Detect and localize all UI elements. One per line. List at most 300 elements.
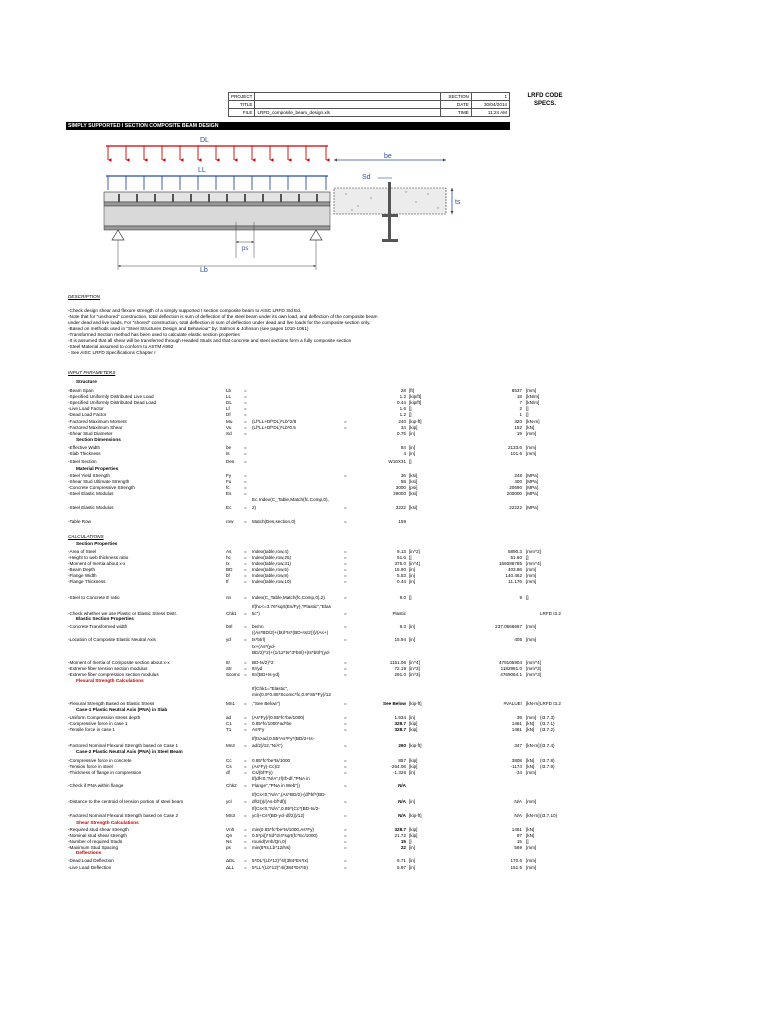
row-description: -Slab Thickness: [68, 451, 101, 456]
row-equals: =: [244, 672, 247, 677]
row-equals: =: [244, 412, 247, 417]
row-value: 328.7: [394, 721, 406, 726]
row-value-si: 1461: [511, 727, 522, 732]
row-equals: =: [244, 715, 247, 720]
row-equals-2: =: [344, 419, 347, 424]
row-symbol: Lf: [226, 406, 230, 411]
row-unit-si: []: [526, 406, 529, 411]
row-value: 857: [398, 758, 406, 763]
row-value-si: 18: [516, 394, 522, 399]
row-description: -Location of Composite Elastic Neutral Axis: [68, 637, 156, 642]
row-value: 21.72: [394, 833, 406, 838]
date-value: 30/04/2014: [471, 101, 509, 109]
row-formula: round(Vnh/Qn,0): [252, 839, 287, 844]
row-formula: Itr/(BD+ts-yd): [252, 672, 280, 677]
row-equals-2: =: [344, 715, 347, 720]
row-unit-si: [kN]: [526, 827, 535, 832]
row-unit-si: [kN/m]: [526, 400, 540, 405]
row-formula: ycl)+Cs*(BD-ycl-df/2))/12): [252, 813, 305, 818]
row-symbol: Vu: [226, 425, 232, 430]
row-formula: ad/2)/12,"N/A"): [252, 743, 283, 748]
row-value-si: 7: [519, 400, 522, 405]
calc-row: [66, 782, 546, 789]
row-value: 159: [398, 519, 406, 524]
row-description: -Flexural Strength Based on Elastic Stress: [68, 701, 155, 706]
row-unit: []: [409, 406, 412, 411]
row-equals-2: =: [344, 425, 347, 430]
row-unit: []: [409, 839, 412, 844]
row-value-si: 156086785: [499, 561, 522, 566]
row-unit: [in^4]: [409, 561, 420, 566]
row-unit-si: [mm]: [526, 858, 537, 863]
row-symbol: BD: [226, 567, 233, 572]
stud-section: [388, 182, 391, 214]
row-unit-si: [kN]: [526, 764, 535, 769]
row-equals-2: =: [344, 505, 347, 510]
header-table: [228, 92, 510, 117]
row-equals: =: [244, 611, 247, 616]
row-unit: [in]: [409, 799, 416, 804]
row-symbol: C1: [226, 721, 232, 726]
row-description: -Extreme fiber compression section modulus: [68, 672, 159, 677]
row-equals: =: [244, 833, 247, 838]
row-value-si: 8537: [511, 388, 522, 393]
row-unit-si: [kN/m]: [526, 394, 540, 399]
row-description: -Beam Span: [68, 388, 94, 393]
sheet-title: SIMPLY SUPPORTED I SECTION COMPOSITE BEAM DESIGN: [66, 122, 510, 130]
row-symbol: Str: [226, 666, 232, 671]
row-symbol: Es: [226, 491, 232, 496]
row-formula: Index(table,row,5): [252, 567, 289, 572]
row-value-si: N/A: [514, 813, 522, 818]
description-line: -Based on methods used in "Steel Structures Design and Behaviour" by: Salmon & Johnson (see pages 1010-1061): [68, 326, 309, 331]
row-unit-si: [mm^2]: [526, 549, 541, 554]
row-value: 328.7: [394, 827, 406, 832]
row-symbol: Chk2: [226, 783, 237, 788]
row-value-si: 479105904: [499, 660, 522, 665]
calc-row: [66, 844, 546, 851]
row-equals-2: =: [344, 666, 347, 671]
row-unit: [ft]: [409, 388, 415, 393]
row-equals-2: =: [344, 770, 347, 775]
row-description: -Steel Elastic Modulus: [68, 491, 114, 496]
row-value-si: 11.176: [508, 579, 522, 584]
row-value-si: 569: [514, 845, 522, 850]
calc-row: [66, 430, 546, 437]
row-equals: =: [244, 505, 247, 510]
row-formula: tic"): [252, 611, 260, 616]
row-symbol: fc: [226, 485, 230, 490]
top-flange-section: [382, 214, 398, 217]
row-unit-si: [mm]: [526, 445, 537, 450]
row-value: -264.06: [390, 764, 406, 769]
row-reference: LRFD I3.2: [540, 611, 561, 616]
row-symbol: df: [226, 770, 230, 775]
row-equals: =: [244, 561, 247, 566]
row-unit: [ksi]: [409, 491, 418, 496]
row-unit: [in^3]: [409, 672, 420, 677]
row-unit-si: [mm]: [526, 845, 537, 850]
row-unit-si: [mm]: [526, 579, 537, 584]
section-label: SECTION: [441, 93, 472, 101]
row-value-si: 15: [516, 839, 522, 844]
row-equals-2: =: [344, 827, 347, 832]
row-symbol: Mu: [226, 419, 233, 424]
formula-continuation: If(ts>ad,0.85*As*Fy*(BD/2+ts-: [252, 736, 315, 741]
row-equals-2: =: [344, 743, 347, 748]
row-unit: []: [409, 459, 412, 464]
row-formula: min(0.85*fc*be*ts/1000,As*Fy): [252, 827, 315, 832]
row-unit-si: [mm]: [526, 388, 537, 393]
row-value: 58: [400, 479, 406, 484]
row-symbol: Fy: [226, 473, 232, 478]
row-equals-2: =: [344, 555, 347, 560]
row-equals: =: [244, 666, 247, 671]
file-label: FILE: [229, 109, 255, 117]
row-value-si: 1182981.0: [500, 666, 522, 671]
row-symbol: ΔDL: [226, 858, 235, 863]
row-value-si: N/A: [514, 799, 522, 804]
row-equals-2: =: [344, 573, 347, 578]
row-unit: [in^2]: [409, 549, 420, 554]
row-equals: =: [244, 485, 247, 490]
row-unit-si: [kN-m]: [526, 419, 540, 424]
row-description: -Distance to the centroid of tension portion of steel beam: [68, 799, 184, 804]
row-unit: [in]: [409, 567, 416, 572]
row-equals: =: [244, 445, 247, 450]
code-specs-label: LRFD CODE SPECS.: [527, 93, 563, 107]
row-equals: =: [244, 595, 247, 600]
row-value: 3000: [395, 485, 406, 490]
row-value: N/A: [398, 813, 406, 818]
row-value-si: 1: [519, 412, 522, 417]
row-unit-si: [mm^3]: [526, 666, 541, 671]
row-symbol: Des: [226, 459, 235, 464]
row-equals: =: [244, 624, 247, 629]
row-unit: [in]: [409, 451, 416, 456]
calc-row: [66, 623, 546, 630]
row-description: -Compressive force in case 1: [68, 721, 128, 726]
row-unit: [kip]: [409, 764, 418, 769]
row-unit: [in]: [409, 770, 416, 775]
row-equals: =: [244, 858, 247, 863]
row-equals-2: =: [344, 519, 347, 524]
formula-continuation: If(df<0,"N/A",If(tf>df,"PNA in: [252, 776, 310, 781]
section-heading: Elastic Section Properties: [76, 616, 134, 621]
row-description: -Height to web thickness ratio: [68, 555, 129, 560]
row-value-si: 101.6: [510, 451, 522, 456]
row-value: 0.75: [397, 431, 406, 436]
row-equals-2: =: [344, 727, 347, 732]
row-symbol: Itr: [226, 660, 231, 665]
row-equals-2: =: [344, 672, 347, 677]
row-description: -Tension force in steel: [68, 764, 113, 769]
row-description: -Maximum Stud Spacing: [68, 845, 119, 850]
row-symbol: Vnh: [226, 827, 235, 832]
ts-label: ts: [455, 199, 461, 206]
row-description: -Nominal stud shear strength: [68, 833, 127, 838]
row-value: -1.326: [392, 770, 406, 775]
row-equals-2: =: [344, 637, 347, 642]
row-unit-si: [mm]: [526, 715, 537, 720]
row-unit: [kip/ft]: [409, 394, 422, 399]
header-block: [66, 92, 510, 118]
row-value: 22: [400, 845, 406, 850]
row-symbol: Qn: [226, 833, 233, 838]
row-equals-2: =: [344, 561, 347, 566]
calc-row: [66, 726, 555, 733]
calc-row: [66, 490, 546, 497]
right-support: [310, 230, 322, 240]
time-label: TIME: [441, 109, 472, 117]
row-equals: =: [244, 758, 247, 763]
row-formula: 5*LL*(Lb*12)^4/(384*Es*Itr): [252, 865, 309, 870]
row-description: -Check if PNA within flange: [68, 783, 124, 788]
row-value: 34: [400, 425, 406, 430]
row-formula: Index(table,row,25): [252, 555, 292, 560]
row-symbol: be: [226, 445, 232, 450]
row-value: 1.2: [399, 412, 406, 417]
bottom-flange: [104, 226, 330, 230]
calc-row: [66, 671, 546, 678]
calc-row: [66, 594, 546, 601]
row-unit-si: [mm^4]: [526, 660, 541, 665]
row-unit-si: [mm]: [526, 573, 537, 578]
row-unit-si: [mm^3]: [526, 672, 541, 677]
row-unit: [ksi]: [409, 473, 418, 478]
row-unit-si: []: [526, 595, 529, 600]
row-equals: =: [244, 660, 247, 665]
calc-row: [66, 700, 561, 707]
row-value-si: 170.6: [510, 858, 522, 863]
calc-row: [66, 504, 546, 511]
row-unit: [in]: [409, 579, 416, 584]
row-unit: [in^4]: [409, 660, 420, 665]
row-value: N/A: [398, 783, 406, 788]
row-equals-2: =: [344, 624, 347, 629]
row-value-si: 1461: [511, 721, 522, 726]
row-equals-2: =: [344, 595, 347, 600]
row-unit: [ksi]: [409, 505, 418, 510]
row-value: W16X31: [388, 459, 406, 464]
ll-label: LL: [198, 167, 206, 174]
row-value-si: 4769064.1: [500, 672, 522, 677]
row-formula: Itr/yd: [252, 666, 263, 671]
title-label: TITLE: [229, 101, 255, 109]
row-value-si: 405: [514, 637, 522, 642]
row-description: -Uniform Compression stress depth: [68, 715, 141, 720]
description-line: -Steel Material assumed to conform to ASTM A992: [68, 344, 174, 349]
row-symbol: nn: [226, 595, 232, 600]
row-value: 240: [398, 419, 406, 424]
row-description: -Specified Uniformly Distributed Dead Load: [68, 400, 157, 405]
row-equals: =: [244, 491, 247, 496]
row-reference: LRFD I3.2: [540, 701, 561, 706]
row-equals-2: =: [344, 660, 347, 665]
row-description: -Shear Stud Ultimate Strength: [68, 479, 130, 484]
row-symbol: T1: [226, 727, 232, 732]
row-formula: (As*Fy)/(0.85*fc*be/1000): [252, 715, 305, 720]
file-value: LRFD_composite_beam_design.xls: [255, 109, 441, 117]
section-heading: Shear Strength Calculations: [76, 820, 139, 825]
row-symbol: tf: [226, 579, 229, 584]
row-formula: (Lf*LL+Df*DL)*Lb^2/8: [252, 419, 297, 424]
row-reference: (I3.7.3): [540, 715, 555, 720]
row-formula: As*Fy: [252, 727, 265, 732]
row-unit: [in]: [409, 431, 416, 436]
row-formula: Cs/(bf*Fy): [252, 770, 273, 775]
row-value: 1.534: [394, 715, 406, 720]
row-description: -Moment of Inertia of Composite section about x-x: [68, 660, 170, 665]
row-equals: =: [244, 573, 247, 578]
ll-load-arrows: [108, 176, 326, 190]
row-unit-si: [mm]: [526, 799, 537, 804]
row-equals: =: [244, 839, 247, 844]
ps-label: ps: [242, 246, 249, 252]
row-equals: =: [244, 549, 247, 554]
calc-row: [66, 610, 561, 617]
row-unit: [in^3]: [409, 666, 420, 671]
row-equals: =: [244, 637, 247, 642]
row-description: -Dead Load Deflection: [68, 858, 114, 863]
row-equals: =: [244, 845, 247, 850]
description-line: -It is assumed that all shear will be transferred through Headed Studs and that concrete and steel sections form a fully composite section: [68, 338, 352, 343]
formula-continuation: If(Chk1="Elastic",: [252, 686, 289, 691]
row-value: 3222: [395, 505, 406, 510]
row-equals-2: =: [344, 549, 347, 554]
formula-continuation: min(0.9*0.85*Scomc*fc,0.9*Str*Fy)/12: [252, 692, 331, 697]
row-unit: [kip-ft]: [409, 701, 422, 706]
description-line: -Check design shear and flexure strength of a simply supported I section composite beam to AISC LRFD 3rd Ed.: [68, 308, 302, 313]
row-value: 9.0: [399, 595, 406, 600]
row-description: -Factored Maximum Moment: [68, 419, 127, 424]
row-value-si: 3808: [511, 758, 522, 763]
row-equals: =: [244, 473, 247, 478]
row-formula: Index(table,row,31): [252, 561, 292, 566]
dl-load-arrows: [108, 146, 326, 160]
row-value-si: 19: [516, 431, 522, 436]
formula-continuation: If(Cs<0,"N/A",0.85*(Cc*(BD-ts/2-: [252, 806, 320, 811]
row-unit: [in]: [409, 858, 416, 863]
row-description: -Specified Uniformly Distributed Live Load: [68, 394, 154, 399]
row-equals: =: [244, 451, 247, 456]
row-equals: =: [244, 764, 247, 769]
row-symbol: ycl: [226, 799, 232, 804]
row-formula: (As*Fy)-Cc)/2: [252, 764, 280, 769]
row-unit: [kip-ft]: [409, 743, 422, 748]
row-equals-2: =: [344, 839, 347, 844]
row-value-si: 151.5: [510, 865, 522, 870]
row-unit: [kip]: [409, 833, 418, 838]
row-unit: []: [409, 555, 412, 560]
row-unit-si: [MPa]: [526, 485, 538, 490]
row-description: -Effective Width: [68, 445, 101, 450]
row-reference: (I3.7.10): [540, 813, 558, 818]
row-unit-si: [MPa]: [526, 473, 538, 478]
row-symbol: LL: [226, 394, 232, 399]
row-value: 291.0: [394, 672, 406, 677]
time-value: 11:24 AM: [471, 109, 509, 117]
project-value: [255, 93, 441, 101]
description-line: -Note that for "unshored" construction, total deflection is sum of deflection of the steel beam under its own load, and deflection of the composite beam: [68, 314, 378, 319]
row-unit-si: [mm]: [526, 637, 537, 642]
row-value: 260: [398, 743, 406, 748]
row-unit-si: []: [526, 412, 529, 417]
row-equals-2: =: [344, 579, 347, 584]
row-formula: min(8*ts,Lb*12/Ns): [252, 845, 291, 850]
row-equals-2: =: [344, 858, 347, 863]
row-unit-si: []: [526, 555, 529, 560]
row-description: -Moment of Inertia about x-x: [68, 561, 126, 566]
row-description: -Area of Steel: [68, 549, 97, 554]
row-unit-si: [mm]: [526, 624, 537, 629]
description-line: -Transformed Section method has been used to calculate elastic section properties: [68, 332, 240, 337]
formula-continuation: ((As*BD/2)+(btrl*ts*(BD+ts/2)))/(As+(: [252, 630, 329, 635]
calc-row: [66, 864, 546, 871]
row-symbol: Sd: [226, 431, 232, 436]
row-value: 28: [400, 388, 406, 393]
formula-continuation: Ix+(As*(yd-: [252, 644, 276, 649]
row-equals-2: =: [344, 833, 347, 838]
row-symbol: Mn1: [226, 701, 235, 706]
calc-row: [66, 411, 546, 418]
bottom-flange-section: [382, 239, 398, 242]
row-symbol: Mn2: [226, 743, 235, 748]
row-equals: =: [244, 519, 247, 524]
row-formula: ts*btrl): [252, 637, 266, 642]
row-equals-2: =: [344, 721, 347, 726]
row-value-si: 152: [514, 425, 522, 430]
row-value: 5.97: [397, 865, 406, 870]
row-description: -Factored Nominal Flexural Strength based on Case 2: [68, 813, 179, 818]
row-description: -Live Load Deflection: [68, 865, 112, 870]
row-unit-si: [kN]: [526, 758, 535, 763]
row-unit: [in]: [409, 573, 416, 578]
row-value-si: 22222: [509, 505, 522, 510]
section-heading: CALCULATIONS: [68, 534, 104, 539]
row-equals: =: [244, 388, 247, 393]
row-equals: =: [244, 459, 247, 464]
row-value: 6.71: [397, 858, 406, 863]
calc-row: [66, 518, 546, 525]
row-symbol: ts: [226, 451, 230, 456]
row-value-si: 20690: [509, 485, 522, 490]
row-value: 375.0: [394, 561, 406, 566]
row-unit-si: [mm]: [526, 865, 537, 870]
row-equals-2: =: [344, 473, 347, 478]
row-formula: Index(table,row,4): [252, 549, 289, 554]
row-value-si: 248: [514, 473, 522, 478]
row-equals-2: =: [344, 701, 347, 706]
section-heading: Case-1 Plastic Neutral Axis (PNA) in Slab: [76, 707, 168, 712]
row-equals-2: =: [344, 783, 347, 788]
row-description: -Required stud shear strength: [68, 827, 129, 832]
row-equals: =: [244, 813, 247, 818]
row-formula: 0.85*fc/1000*ad*be: [252, 721, 292, 726]
row-unit-si: [kN]: [526, 425, 535, 430]
row-description: -Live Load Factor: [68, 406, 104, 411]
dl-label: DL: [200, 137, 209, 144]
row-unit-si: [MPa]: [526, 505, 538, 510]
row-unit: [in]: [409, 445, 416, 450]
row-reference: (I3.7.9): [540, 764, 555, 769]
row-description: -Compressive force in concrete: [68, 758, 132, 763]
calc-row: [66, 742, 555, 749]
row-symbol: Chk1: [226, 611, 237, 616]
row-unit: [psi]: [409, 485, 418, 490]
row-value-si: 5890.3: [507, 549, 522, 554]
calc-row: [66, 798, 546, 805]
